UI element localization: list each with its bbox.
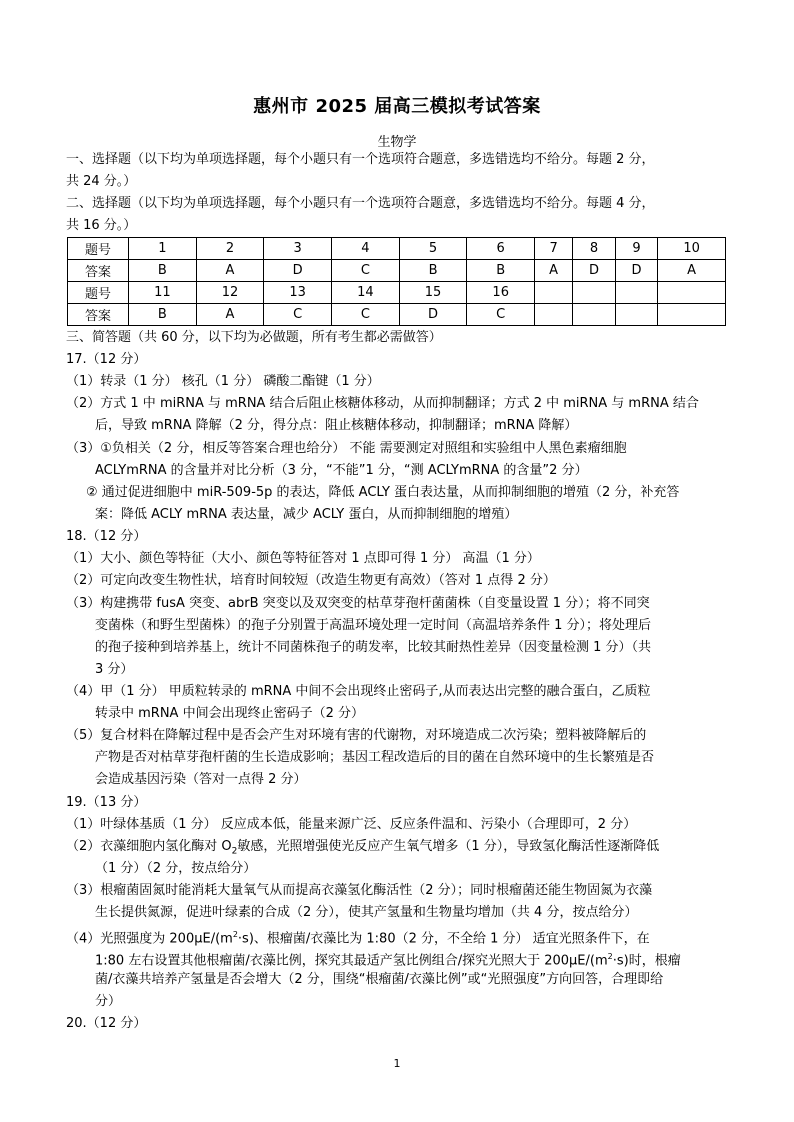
superscript: 2 xyxy=(607,952,613,961)
table-cell: D xyxy=(264,260,332,282)
q17-answer-line: （2）方式 1 中 miRNA 与 mRNA 结合后阻止核糖体移动，从而抑制翻译；方式 2 中 miRNA 与 mRNA 结合 xyxy=(66,396,699,411)
q19-answer-line: 菌/衣藻共培养产氢量是否会增大（2 分，围绕“根瘤菌/衣藻比例”或“光照强度”方向回答，合理即给 xyxy=(95,972,664,987)
table-cell: 13 xyxy=(264,282,332,304)
q19-answer-line: 分） xyxy=(95,994,122,1009)
section-1-instruction-cont: 共 24 分。） xyxy=(66,174,137,189)
table-cell xyxy=(573,304,615,326)
table-cell: D xyxy=(399,304,467,326)
q19-text: ·s)、根瘤菌/衣藻比为 1:80（2 分，不全给 1 分） 适宜光照条件下，在 xyxy=(237,931,650,947)
table-header-cell: 题号 xyxy=(68,282,129,304)
table-row xyxy=(68,304,726,326)
table-cell xyxy=(615,282,657,304)
table-cell: 10 xyxy=(658,238,726,260)
q17-answer-line: ACLYmRNA 的含量并对比分析（3 分，“不能”1 分，“测 ACLYmRNA 的含量”2 分） xyxy=(95,463,588,478)
q19-text: 敏感，光照增强使光反应产生氧气增多（1 分），导致氢化酶活性逐渐降低 xyxy=(237,839,660,854)
table-cell: C xyxy=(332,260,400,282)
q19-answer-line: （1）叶绿体基质（1 分） 反应成本低，能量来源广泛、反应条件温和、污染小（合理即可，2 分） xyxy=(66,817,637,832)
table-cell: 3 xyxy=(264,238,332,260)
table-cell: B xyxy=(129,260,197,282)
q18-answer-line: （3）构建携带 fusA 突变、abrB 突变以及双突变的枯草芽孢杆菌菌株（自变量设置 1 分）；将不同突 xyxy=(66,596,650,611)
table-cell: D xyxy=(573,260,615,282)
q18-answer-line: （1）大小、颜色等特征（大小、颜色等特征答对 1 点即可得 1 分） 高温（1 分） xyxy=(66,551,540,566)
table-cell: 5 xyxy=(399,238,467,260)
table-header-cell: 题号 xyxy=(68,238,129,260)
table-cell: D xyxy=(615,260,657,282)
table-row xyxy=(68,260,726,282)
q17-answer-line: 案：降低 ACLY mRNA 表达量，减少 ACLY 蛋白，从而抑制细胞的增殖） xyxy=(95,507,518,522)
q17-answer-line: ② 通过促进细胞中 miR-509-5p 的表达，降低 ACLY 蛋白表达量，从而抑制细胞的增殖（2 分，补充答 xyxy=(86,485,680,500)
table-cell xyxy=(615,304,657,326)
q19-answer-line: （3）根瘤菌固氮时能消耗大量氧气从而提高衣藻氢化酶活性（2 分）；同时根瘤菌还能生物固氮为衣藻 xyxy=(66,883,653,898)
table-cell: 7 xyxy=(535,238,573,260)
table-cell xyxy=(573,282,615,304)
table-cell: C xyxy=(264,304,332,326)
table-cell xyxy=(658,282,726,304)
q18-answer-line: 会造成基因污染（答对一点得 2 分） xyxy=(95,772,307,787)
table-cell: 1 xyxy=(129,238,197,260)
q18-answer-line: （2）可定向改变生物性状，培育时间较短（改造生物更有高效）（答对 1 点得 2 分） xyxy=(66,573,556,588)
table-cell: 6 xyxy=(467,238,535,260)
section-2-instruction: 二、选择题（以下均为单项选择题，每个小题只有一个选项符合题意，多选错选均不给分。每题 4 分， xyxy=(66,196,655,211)
table-cell: B xyxy=(467,260,535,282)
q18-answer-line: 的孢子接种到培养基上，统计不同菌株孢子的萌发率，比较其耐热性差异（因变量检测 1 分）（共 xyxy=(95,640,652,655)
table-cell: A xyxy=(658,260,726,282)
table-cell: A xyxy=(196,304,264,326)
table-cell: 8 xyxy=(573,238,615,260)
q17-answer-line: 后，导致 mRNA 降解（2 分，得分点：阻止核糖体移动，抑制翻译；mRNA 降解） xyxy=(95,418,578,433)
q17-heading: 17.（12 分） xyxy=(66,352,147,367)
subscript: 2 xyxy=(231,846,238,857)
table-cell: 12 xyxy=(196,282,264,304)
table-cell: 16 xyxy=(467,282,535,304)
q17-answer-line: （3）①负相关（2 分，相反等答案合理也给分） 不能 需要测定对照组和实验组中人黑色素瘤细胞 xyxy=(66,441,627,456)
q18-answer-line: 3 分） xyxy=(95,662,134,677)
q19-answer-line: （1 分）（2 分，按点给分） xyxy=(95,861,257,876)
q17-answer-line: （1）转录（1 分） 核孔（1 分） 磷酸二酯键（1 分） xyxy=(66,374,380,389)
q19-text: ·s)时，根瘤 xyxy=(612,953,681,969)
section-2-instruction-cont: 共 16 分。） xyxy=(66,218,137,233)
q18-answer-line: （4）甲（1 分） 甲质粒转录的 mRNA 中间不会出现终止密码子,从而表达出完整的融合蛋白，乙质粒 xyxy=(66,684,651,699)
table-cell: B xyxy=(399,260,467,282)
table-cell: A xyxy=(196,260,264,282)
table-row xyxy=(68,282,726,304)
section-3-instruction: 三、简答题（共 60 分，以下均为必做题，所有考生都必需做答） xyxy=(66,330,442,345)
q19-heading: 19.（13 分） xyxy=(66,795,147,810)
table-cell: 15 xyxy=(399,282,467,304)
page-title: 惠州市 2025 届高三模拟考试答案 xyxy=(253,96,541,117)
table-cell: 14 xyxy=(332,282,400,304)
table-row xyxy=(68,238,726,260)
q18-answer-line: 变菌株（和野生型菌株）的孢子分别置于高温环境处理一定时间（高温培养条件 1 分）；将处理后 xyxy=(95,618,652,633)
table-cell xyxy=(535,304,573,326)
table-cell: B xyxy=(129,304,197,326)
q18-answer-line: 产物是否对枯草芽孢杆菌的生长造成影响；基因工程改造后的目的菌在自然环境中的生长繁殖是否 xyxy=(95,750,655,765)
table-cell: 2 xyxy=(196,238,264,260)
table-cell xyxy=(658,304,726,326)
table-cell: C xyxy=(332,304,400,326)
table-cell: 11 xyxy=(129,282,197,304)
table-cell: C xyxy=(467,304,535,326)
table-cell: 4 xyxy=(332,238,400,260)
table-cell: 9 xyxy=(615,238,657,260)
q18-answer-line: 转录中 mRNA 中间会出现终止密码子（2 分） xyxy=(95,706,364,721)
q18-answer-line: （5）复合材料在降解过程中是否会产生对环境有害的代谢物，对环境造成二次污染；塑料被降解后的 xyxy=(66,728,647,743)
section-1-instruction: 一、选择题（以下均为单项选择题，每个小题只有一个选项符合题意，多选错选均不给分。每题 2 分， xyxy=(66,152,655,167)
superscript: 2 xyxy=(232,930,238,939)
q19-text: （4）光照强度为 200μE/(m xyxy=(66,931,233,947)
table-cell xyxy=(535,282,573,304)
q20-heading: 20.（12 分） xyxy=(66,1016,147,1031)
table-header-cell: 答案 xyxy=(68,304,129,326)
table-header-cell: 答案 xyxy=(68,260,129,282)
subject-label: 生物学 xyxy=(377,135,417,150)
answer-table xyxy=(67,237,726,326)
table-cell: A xyxy=(535,260,573,282)
q19-answer-line: 生长提供氮源，促进叶绿素的合成（2 分），使其产氢量和生物量均增加（共 4 分，按点给分） xyxy=(95,905,638,920)
page-number: 1 xyxy=(393,1057,401,1070)
q19-text: （2）衣藻细胞内氢化酶对 O xyxy=(66,839,232,854)
q19-text: 1:80 左右设置其他根瘤菌/衣藻比例，探究其最适产氢比例组合/探究光照大于 200μE/(m xyxy=(95,953,608,969)
q18-heading: 18.（12 分） xyxy=(66,529,147,544)
